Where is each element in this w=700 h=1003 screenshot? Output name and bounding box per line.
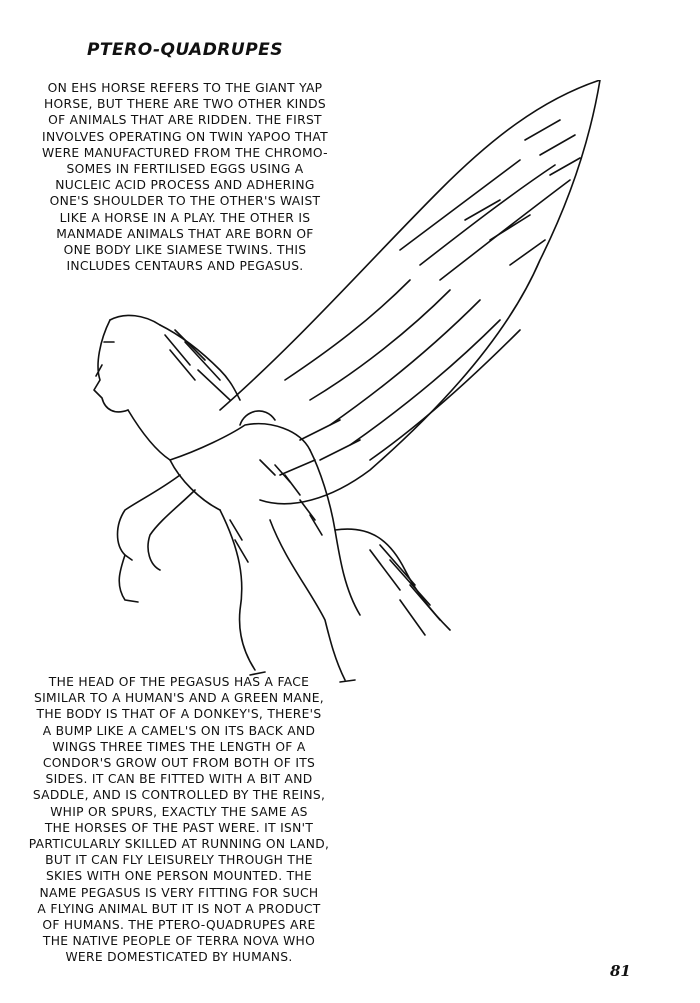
intro-line: HORSE, BUT THERE ARE TWO OTHER KINDS — [44, 97, 326, 112]
intro-line: LIKE A HORSE IN A PLAY. THE OTHER IS — [59, 210, 311, 225]
description-line: WHIP OR SPURS, EXACTLY THE SAME AS — [50, 804, 308, 819]
intro-line: ON EHS HORSE REFERS TO THE GIANT YAP — [47, 81, 323, 95]
description-line: BUT IT CAN FLY LEISURELY THROUGH THE — [45, 853, 313, 868]
description-line: THE HEAD OF THE PEGASUS HAS A FACE — [48, 675, 310, 689]
description-line: THE BODY IS THAT OF A DONKEY'S, THERE'S — [36, 707, 322, 722]
description-line: A FLYING ANIMAL BUT IT IS NOT A PRODUCT — [37, 901, 321, 916]
intro-line: WERE MANUFACTURED FROM THE CHROMO- — [42, 145, 328, 160]
description-line: WINGS THREE TIMES THE LENGTH OF A — [52, 739, 306, 754]
description-line: SKIES WITH ONE PERSON MOUNTED. THE — [45, 869, 313, 884]
description-line: A BUMP LIKE A CAMEL'S ON ITS BACK AND — [42, 723, 316, 738]
description-line: OF HUMANS. THE PTERO-QUADRUPES ARE — [42, 918, 316, 933]
intro-line: INCLUDES CENTAURS AND PEGASUS. — [66, 259, 304, 274]
intro-line: INVOLVES OPERATING ON TWIN YAPOO THAT — [42, 129, 328, 144]
intro-line: MANMADE ANIMALS THAT ARE BORN OF — [56, 226, 314, 241]
description-line: SIDES. IT CAN BE FITTED WITH A BIT AND — [45, 772, 313, 787]
description-text-block — [18, 674, 340, 966]
intro-line: NUCLEIC ACID PROCESS AND ADHERING — [55, 178, 315, 193]
intro-line: ONE'S SHOULDER TO THE OTHER'S WAIST — [49, 194, 321, 209]
intro-line: ONE BODY LIKE SIAMESE TWINS. THIS — [63, 243, 307, 258]
description-line: WERE DOMESTICATED BY HUMANS. — [65, 950, 293, 965]
description-line: THE HORSES OF THE PAST WERE. IT ISN'T — [44, 820, 314, 835]
human-faced-pegasus-icon — [70, 80, 630, 700]
description-line: SIMILAR TO A HUMAN'S AND A GREEN MANE, — [34, 691, 324, 706]
intro-line: OF ANIMALS THAT ARE RIDDEN. THE FIRST — [48, 113, 322, 128]
description-line: SADDLE, AND IS CONTROLLED BY THE REINS, — [32, 788, 326, 803]
description-line: PARTICULARLY SKILLED AT RUNNING ON LAND, — [28, 837, 330, 852]
description-line: CONDOR'S GROW OUT FROM BOTH OF ITS — [42, 756, 316, 771]
description-line: NAME PEGASUS IS VERY FITTING FOR SUCH — [39, 885, 319, 900]
intro-line: SOMES IN FERTILISED EGGS USING A — [66, 162, 304, 177]
page-number: 81 — [610, 962, 631, 980]
description-line: THE NATIVE PEOPLE OF TERRA NOVA WHO — [42, 934, 316, 949]
page-title: PTERO-QUADRUPES — [86, 40, 284, 60]
